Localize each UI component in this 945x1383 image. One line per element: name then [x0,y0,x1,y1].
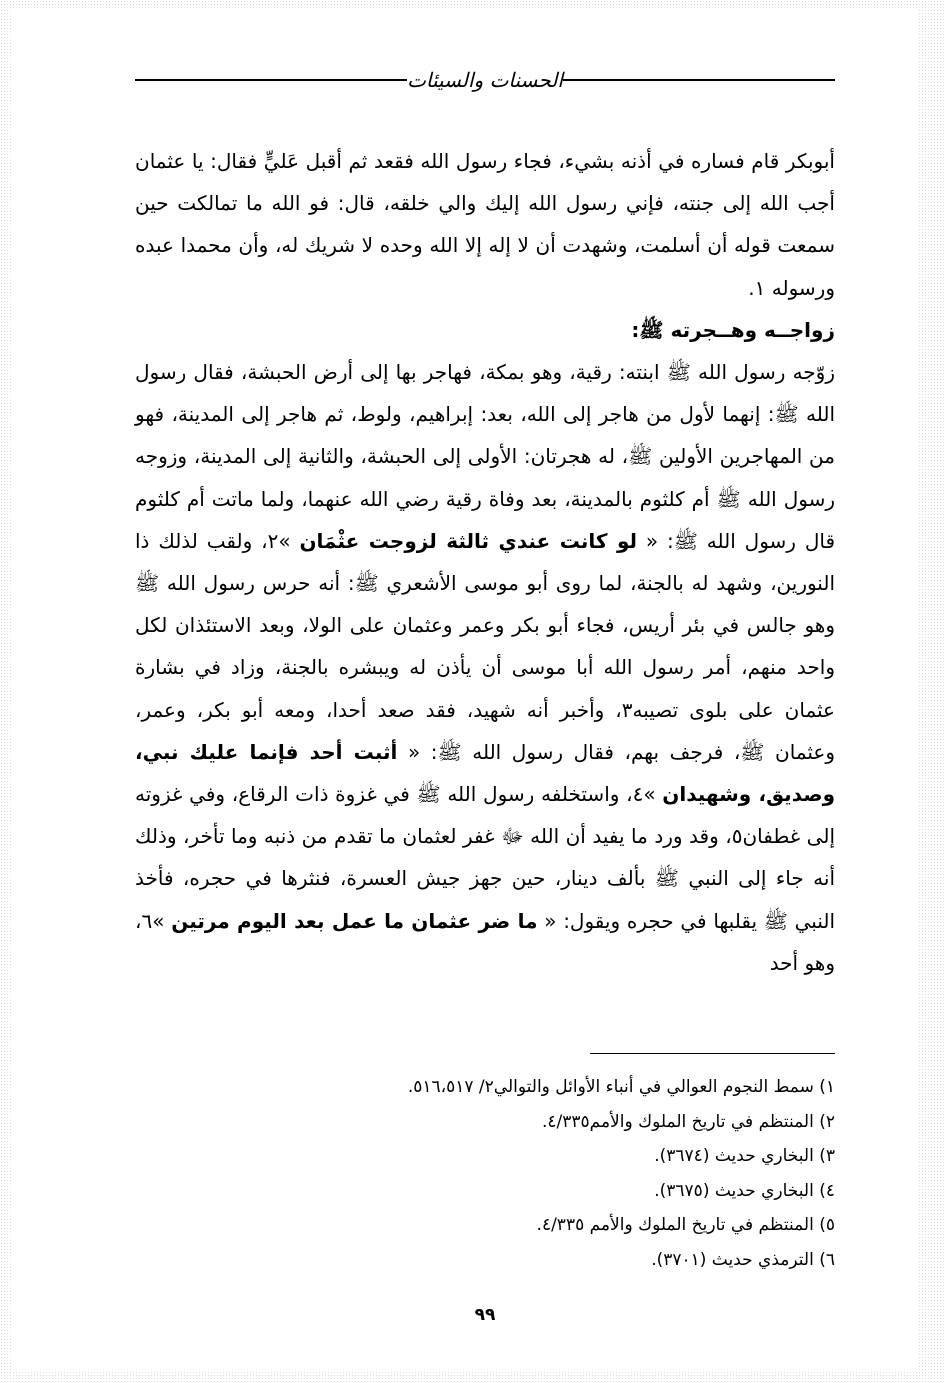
header-rule-right [563,79,835,81]
header-rule-left [135,79,407,81]
text-run: »٦، وهو أحد [135,908,835,975]
text-run: زوّجه رسول الله ﷺ ابنته: رقية، وهو بمكة، فهاجر بها إلى أرض الحبشة، فقال رسول الله ﷺ: إنهما لأول من هاجر إلى الله، بعد: إبراهيم، ولوط، ثم هاجر إلى المدينة، فهو من المهاجرين الأولين ﷺ، له هجرتان: الأولى إلى الحبشة، والثانية إلى المدينة، وزوجه رسول الله ﷺ أم كلثوم بالمدينة، بعد وفاة رقية رضي الله عنهما، ولما ماتت أم كلثوم قال رسول الله ﷺ: « [135,360,836,553]
footnote: ٥) المنتظم في تاريخ الملوك والأمم ٤/٣٣٥. [536,1215,835,1236]
hadith-quote: ما ضر عثمان ما عمل بعد اليوم مرتين [171,908,538,933]
footnote: ٢) المنتظم في تاريخ الملوك والأمم٤/٣٣٥. [541,1111,835,1132]
hadith-quote: لو كانت عندي ثالثة لزوجت عثْمَان [299,528,638,553]
footnote: ٤) البخاري حديث (٣٦٧٥). [654,1180,835,1201]
footnote: ٣) البخاري حديث (٣٦٧٤). [654,1146,835,1167]
footnote: ٦) الترمذي حديث (٣٧٠١). [651,1249,835,1270]
header-emblem: الحسنات والسيئات [407,68,563,92]
paragraph-1: أبوبكر قام فساره في أذنه بشيء، فجاء رسول الله فقعد ثم أقبل عَليٍّ فقال: يا عثمان أجب الله إلى جنته، فإني رسول الله إليك والي خلقه، قال: فو الله ما تمالكت حين سمعت قوله أن أسلمت، وشهدت أن لا إله إلا الله وحده لا شريك له، وأن محمدا عبده ورسوله ١. [135,149,835,300]
page-header [135,62,835,98]
paragraph-2 [135,351,835,984]
page-number: ٩٩ [474,1305,496,1325]
footnotes [135,1070,835,1278]
footnote-separator [590,1053,835,1054]
section-heading: زواجــه وهــجرته ﷺ: [631,317,835,342]
main-text [135,140,835,984]
footnote: ١) سمط النجوم العوالي في أنباء الأوائل والتوالي٢/ ٥١٦،٥١٧. [407,1077,835,1097]
text-run: »٤، واستخلفه رسول الله ﷺ في غزوة ذات الرقاع، وفي غزوته إلى غطفان٥، وقد ورد ما يفيد أن الله ﷻ غفر لعثمان ما تقدم من ذنبه وما تأخر، وذلك أنه جاء إلى النبي ﷺ بألف دينار، حين جهز جيش العسرة، فنثرها في حجره، فأخذ النبي ﷺ يقلبها في حجره ويقول: « [135,782,836,933]
text-run: »٢، ولقب لذلك ذا النورين، وشهد له بالجنة، لما روى أبو موسى الأشعري ﷺ: أنه حرس رسول الله ﷺ وهو جالس في بئر أريس، فجاء أبو بكر وعمر وعثمان على الولا، وبعد الاستئذان لكل واحد منهم، أمر رسول الله أبا موسى أن يأذن له ويبشره بالجنة، وزاد في بشارة عثمان على بلوى تصيبه٣، وأخبر أنه شهيد، فقد صعد أحدا، ومعه أبو بكر، وعمر، وعثمان ﷺ، فرجف بهم، فقال رسول الله ﷺ: « [135,528,836,764]
hadith-quote: أثبت أحد فإنما عليك نبي، وصديق، وشهيدان [135,739,836,807]
